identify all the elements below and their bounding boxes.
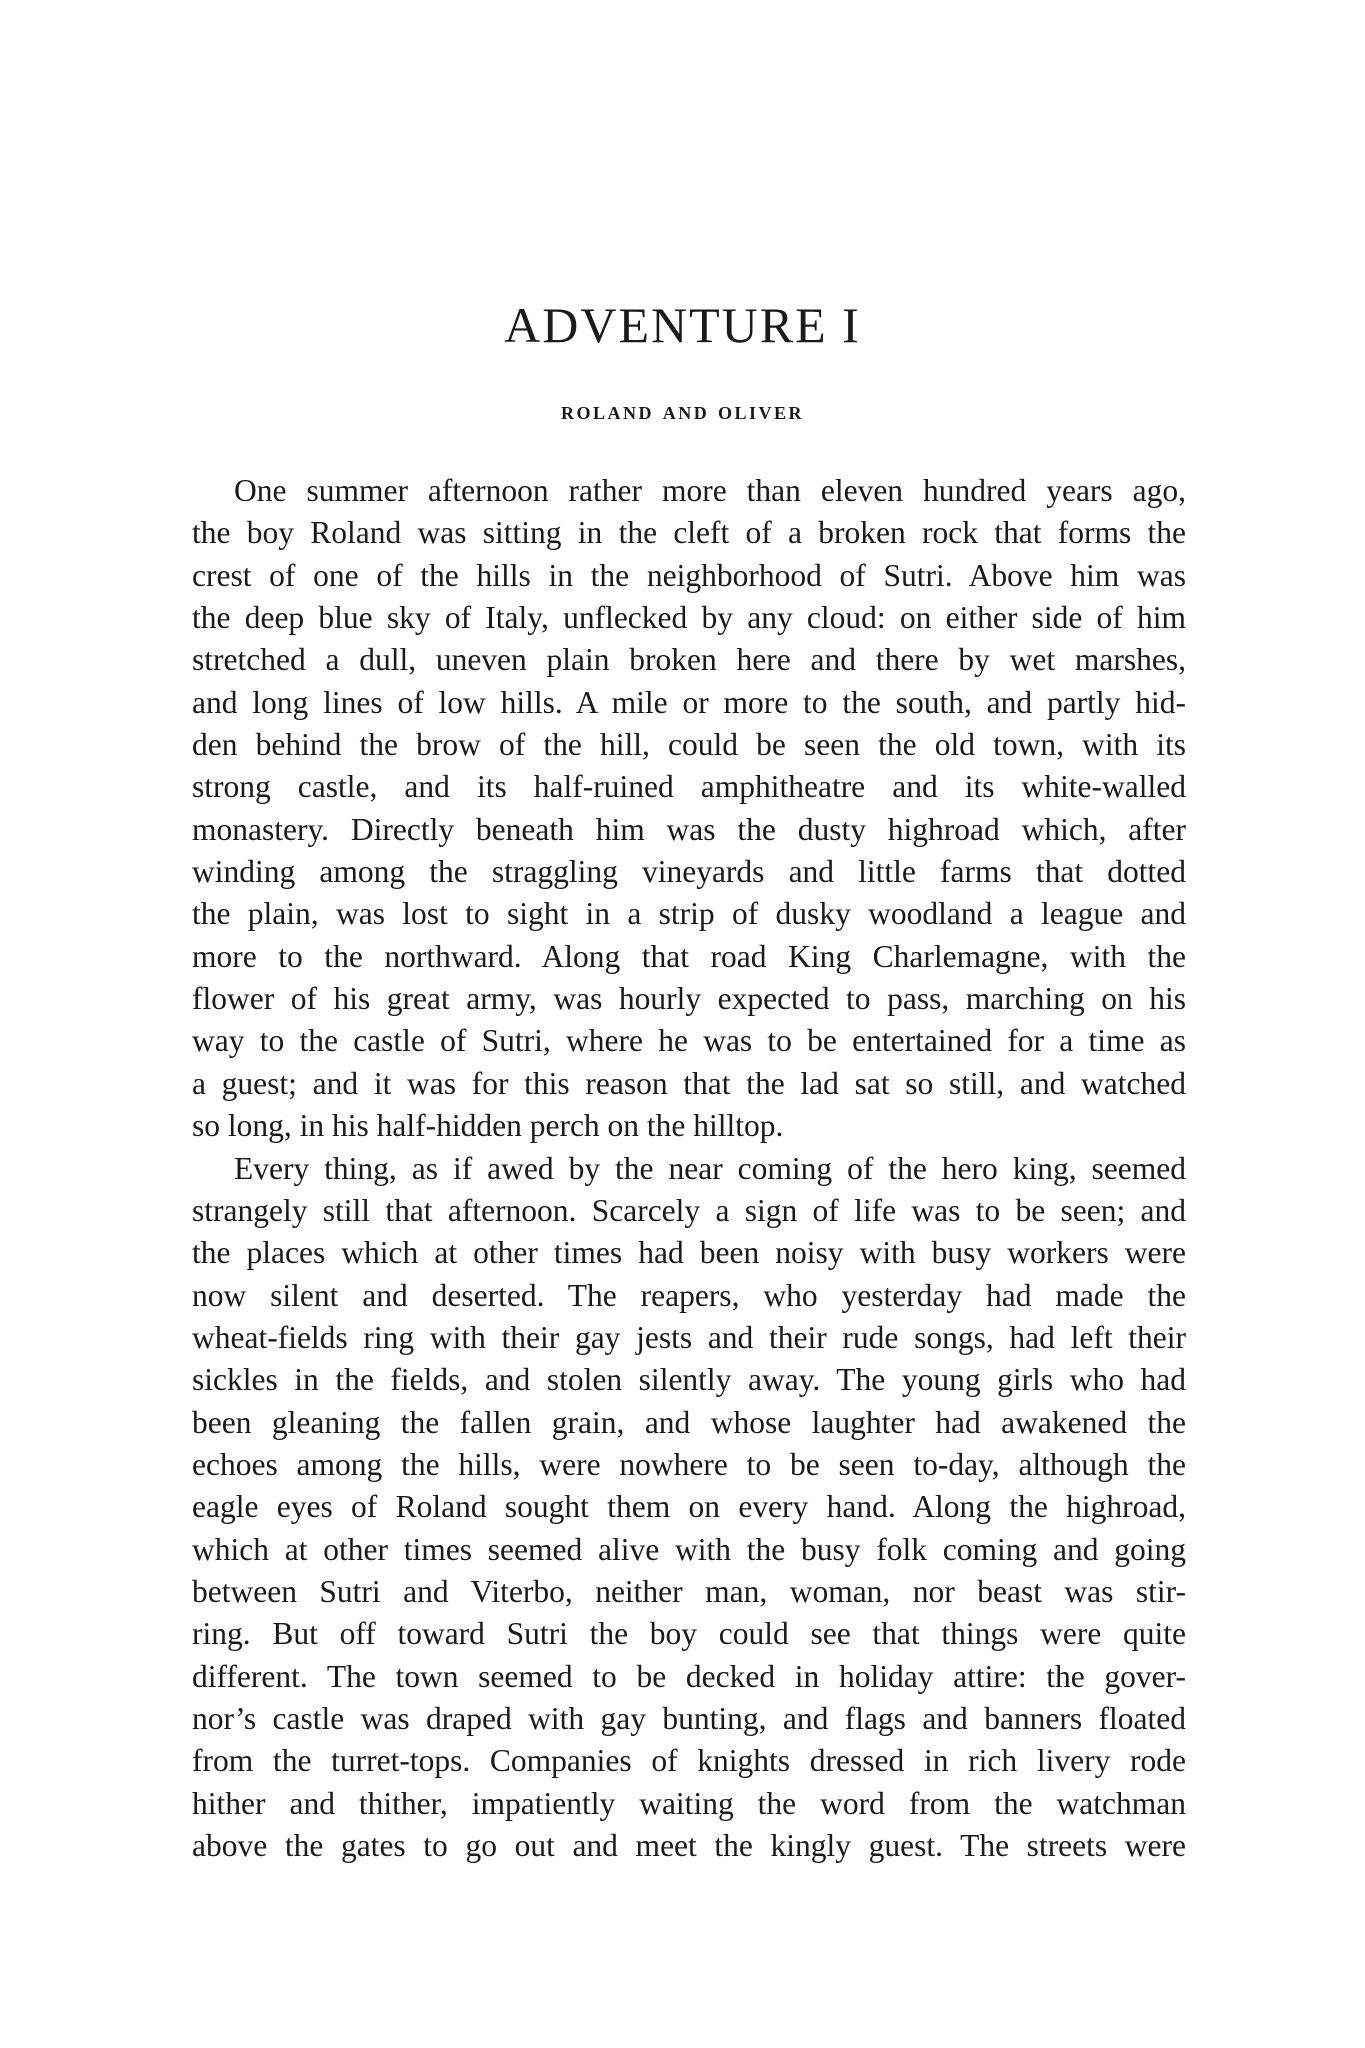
text-line: different. The town seemed to be decked in holiday attire: the gover- xyxy=(192,1658,1186,1694)
text-line: from the turret-tops. Companies of knights dressed in rich livery rode xyxy=(192,1743,1186,1779)
text-line: way to the castle of Sutri, where he was to be entertained for a time as xyxy=(192,1023,1186,1059)
text-line: the boy Roland was sitting in the cleft of a broken rock that forms the xyxy=(192,515,1186,551)
text-line: strangely still that afternoon. Scarcely a sign of life was to be seen; and xyxy=(192,1192,1186,1228)
text-line: more to the northward. Along that road King Charlemagne, with the xyxy=(192,938,1186,974)
text-line: and long lines of low hills. A mile or more to the south, and partly hid- xyxy=(192,684,1186,720)
text-line: ring. But off toward Sutri the boy could see that things were quite xyxy=(192,1616,1186,1652)
text-line: stretched a dull, uneven plain broken here and there by wet marshes, xyxy=(192,642,1186,678)
paragraph xyxy=(192,1148,1186,1868)
text-line: echoes among the hills, were nowhere to be seen to-day, although the xyxy=(192,1446,1186,1482)
text-line: a guest; and it was for this reason that the lad sat so still, and watched xyxy=(192,1065,1186,1101)
text-line: nor’s castle was draped with gay bunting, and flags and banners floated xyxy=(192,1700,1186,1736)
paragraph xyxy=(192,470,1186,1148)
text-line: been gleaning the fallen grain, and whose laughter had awakened the xyxy=(192,1404,1186,1440)
text-line: One summer afternoon rather more than eleven hundred years ago, xyxy=(234,473,1186,508)
text-line: den behind the brow of the hill, could be seen the old town, with its xyxy=(192,727,1186,763)
text-line: Every thing, as if awed by the near coming of the hero king, seemed xyxy=(234,1150,1186,1186)
text-line: now silent and deserted. The reapers, who yesterday had made the xyxy=(192,1277,1186,1313)
text-line: monastery. Directly beneath him was the dusty highroad which, after xyxy=(192,811,1186,847)
text-line: the places which at other times had been noisy with busy workers were xyxy=(192,1235,1186,1271)
chapter-title: ADVENTURE I xyxy=(504,297,861,353)
text-line: winding among the straggling vineyards and little farms that dotted xyxy=(192,854,1186,890)
text-line: wheat-fields ring with their gay jests and their rude songs, had left their xyxy=(192,1319,1186,1355)
text-line: between Sutri and Viterbo, neither man, woman, nor beast was stir- xyxy=(192,1573,1186,1609)
text-line: the plain, was lost to sight in a strip of dusky woodland a league and xyxy=(192,896,1186,932)
text-line: sickles in the fields, and stolen silently away. The young girls who had xyxy=(192,1362,1186,1398)
text-line: the deep blue sky of Italy, unflecked by any cloud: on either side of him xyxy=(192,600,1186,636)
body-text xyxy=(192,470,1186,1867)
text-line: eagle eyes of Roland sought them on every hand. Along the highroad, xyxy=(192,1489,1186,1525)
chapter-subtitle: roland and oliver xyxy=(560,398,804,425)
text-line: hither and thither, impatiently waiting the word from the watchman xyxy=(192,1785,1186,1821)
text-line: strong castle, and its half-ruined amphitheatre and its white-walled xyxy=(192,769,1186,805)
text-line: above the gates to go out and meet the kingly guest. The streets were xyxy=(192,1828,1186,1863)
text-line: crest of one of the hills in the neighborhood of Sutri. Above him was xyxy=(192,557,1186,593)
text-line: so long, in his half-hidden perch on the hilltop. xyxy=(192,1108,784,1144)
text-line: which at other times seemed alive with the busy folk coming and going xyxy=(192,1531,1186,1567)
text-line: flower of his great army, was hourly expected to pass, marching on his xyxy=(192,981,1186,1017)
